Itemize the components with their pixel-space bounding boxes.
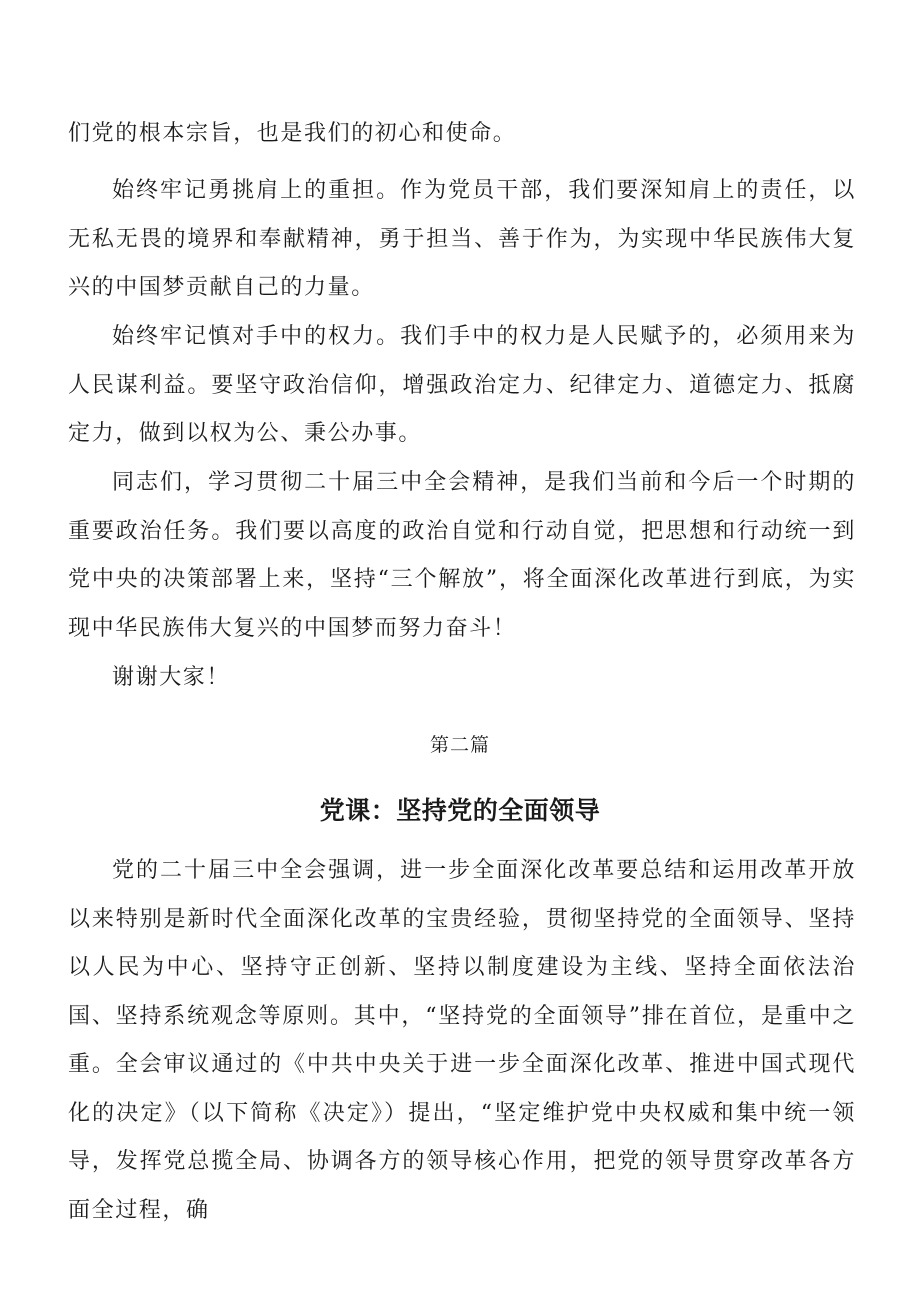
body-paragraph-comrades: 同志们，学习贯彻二十届三中全会精神，是我们当前和今后一个时期的重要政治任务。我们要以高度的政治自觉和行动自觉，把思想和行动统一到党中央的决策部署上来，坚持“三个解放”，将全面深化改革进行到底，为实现中华民族伟大复兴的中国梦而努力奋斗！ (68, 470, 856, 641)
body-paragraph-plenary-session: 党的二十届三中全会强调，进一步全面深化改革要总结和运用改革开放以来特别是新时代全面深化改革的宝贵经验，贯彻坚持党的全面领导、坚持以人民为中心、坚持守正创新、坚持以制度建设为主线、坚持全面依法治国、坚持系统观念等原则。其中，“坚持党的全面领导”排在首位，是重中之重。全会审议通过的《中共中央关于进一步全面深化改革、推进中国式现代化的决定》（以下简称《决定》）提出，“坚定维护党中央权威和集中统一领导，发挥党总揽全局、协调各方的领导核心作用，把党的领导贯穿改革各方面全过程，确 (68, 858, 856, 1223)
body-paragraph-power: 始终牢记慎对手中的权力。我们手中的权力是人民赋予的，必须用来为人民谋利益。要坚守政治信仰，增强政治定力、纪律定力、道德定力、抵腐定力，做到以权为公、秉公办事。 (68, 324, 856, 446)
body-paragraph-shoulder-responsibility: 始终牢记勇挑肩上的重担。作为党员干部，我们要深知肩上的责任，以无私无畏的境界和奉献精神，勇于担当、善于作为，为实现中华民族伟大复兴的中国梦贡献自己的力量。 (68, 178, 856, 300)
closing-thanks: 谢谢大家！ (112, 665, 231, 690)
lecture-title: 党课：坚持党的全面领导 (319, 796, 601, 825)
section-label: 第二篇 (429, 734, 490, 756)
continuation-paragraph: 们党的根本宗旨，也是我们的初心和使命。 (68, 121, 517, 146)
